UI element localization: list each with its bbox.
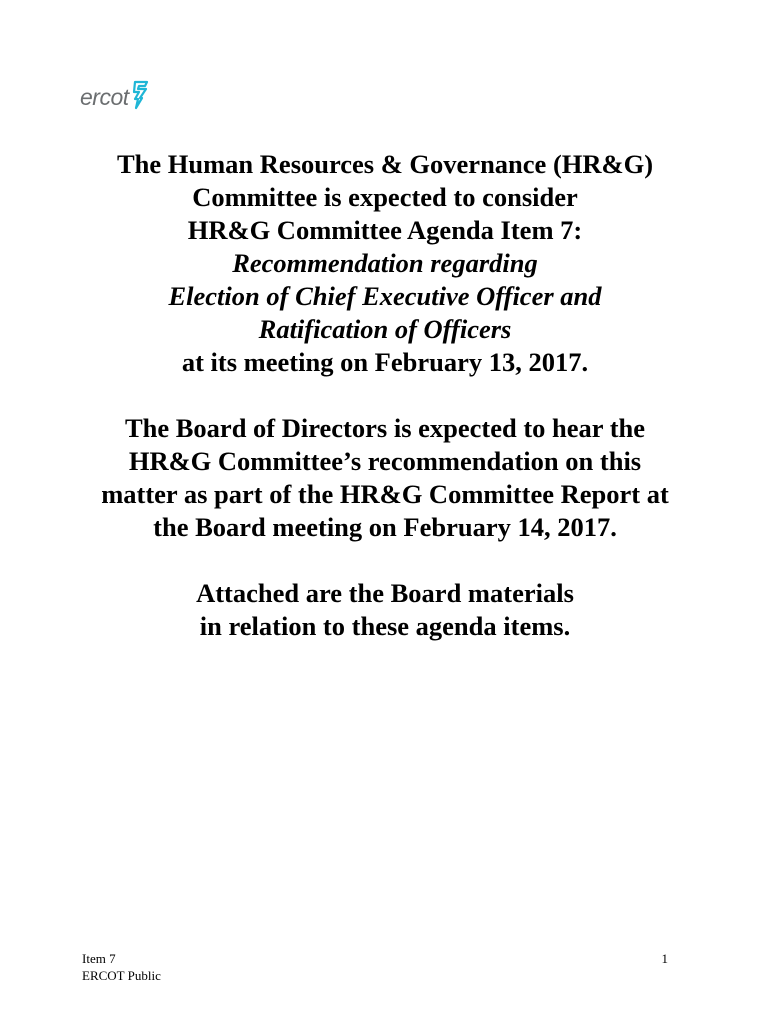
agenda-item-title: Ratification of Officers	[258, 314, 512, 344]
body-line: in relation to these agenda items.	[199, 611, 571, 641]
agenda-item-title: Recommendation regarding	[232, 248, 538, 278]
body-line: Attached are the Board materials	[196, 578, 574, 608]
footer-left	[82, 950, 161, 984]
footer-classification: ERCOT Public	[82, 968, 161, 983]
body-line: at its meeting on February 13, 2017.	[181, 347, 589, 377]
logo-text: ercot	[80, 83, 129, 110]
ercot-logo	[80, 80, 151, 114]
body-line: the Board meeting on February 14, 2017.	[153, 512, 617, 542]
page-number: 1	[661, 951, 668, 966]
body-line: The Human Resources & Governance (HR&G)	[116, 149, 654, 179]
attachment-paragraph	[60, 577, 710, 643]
document-body	[60, 148, 710, 643]
body-line: HR&G Committee Agenda Item 7:	[187, 215, 583, 245]
committee-paragraph	[60, 148, 710, 379]
board-paragraph	[60, 412, 710, 544]
agenda-item-title: Election of Chief Executive Officer and	[168, 281, 602, 311]
body-line: HR&G Committee’s recommendation on this	[128, 446, 642, 476]
body-line: matter as part of the HR&G Committee Report at	[101, 479, 669, 509]
body-line: Committee is expected to consider	[192, 182, 578, 212]
ercot-bolt-icon	[131, 80, 151, 115]
footer-item-label: Item 7	[82, 951, 116, 966]
body-line: The Board of Directors is expected to hear the	[124, 413, 646, 443]
